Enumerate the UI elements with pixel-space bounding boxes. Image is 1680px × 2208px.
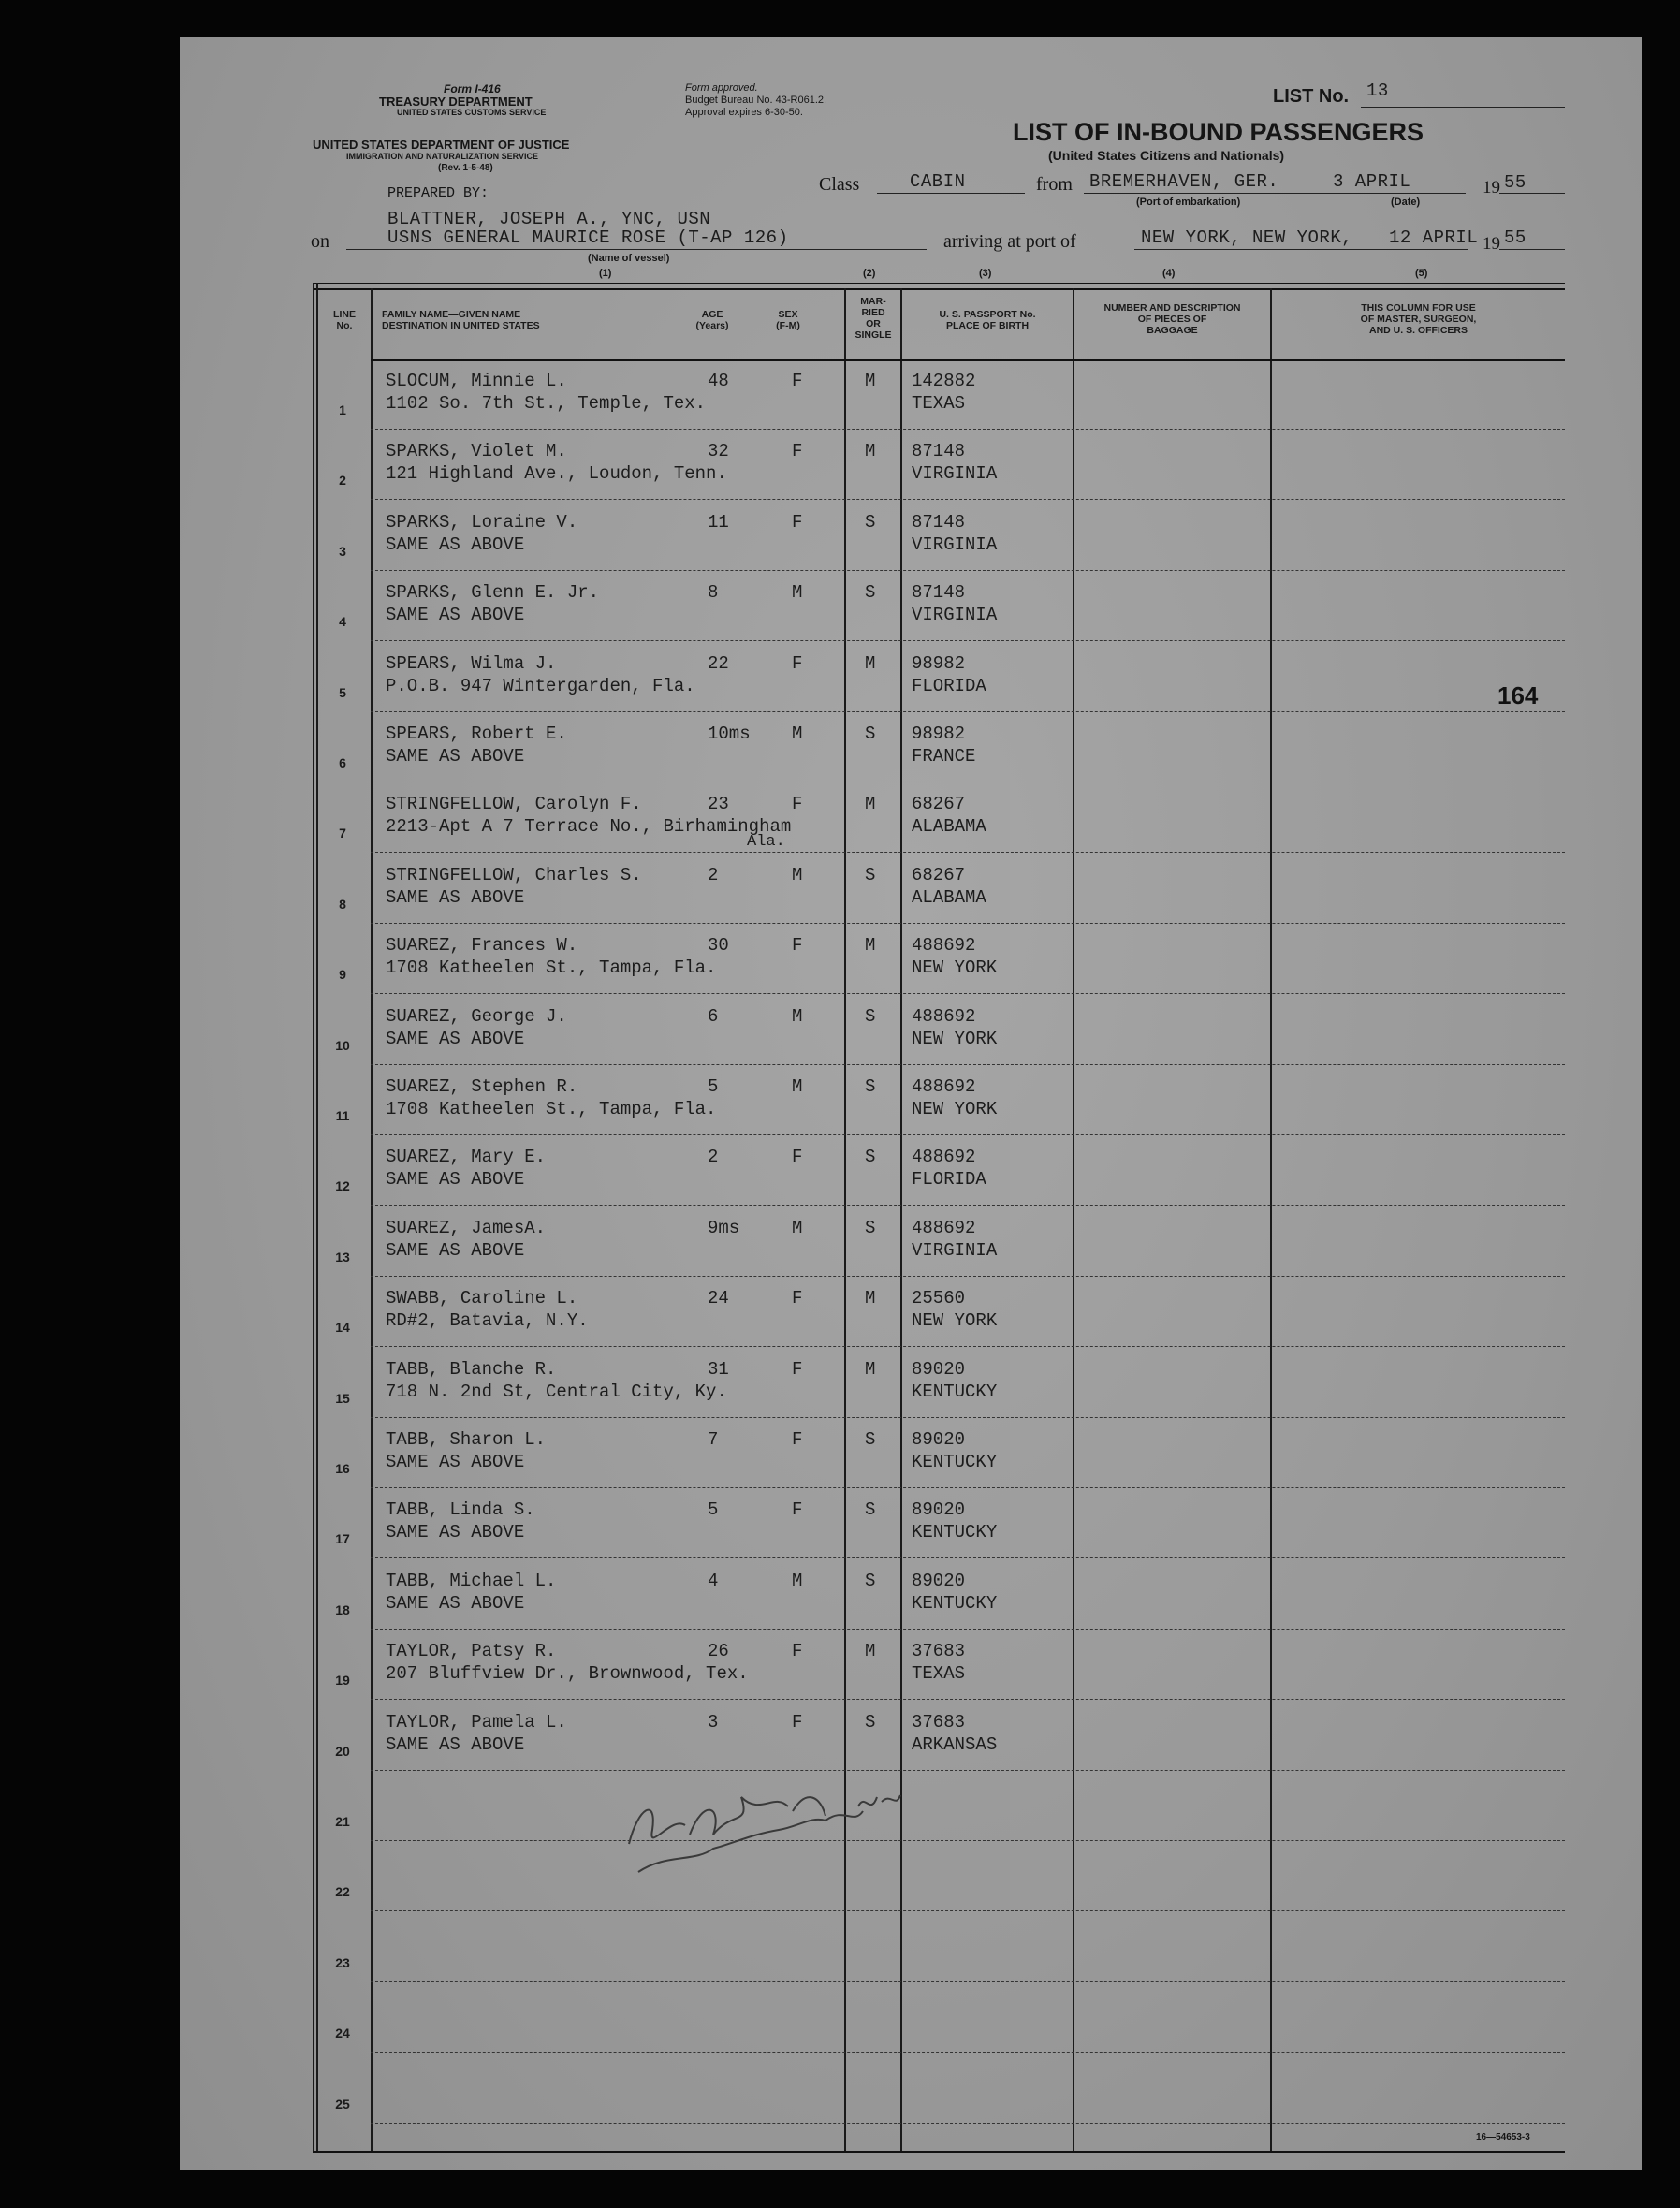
- underline: [1084, 193, 1466, 194]
- age: 2: [708, 1147, 719, 1168]
- line-number: 21: [335, 1814, 350, 1829]
- column-number: (3): [979, 268, 992, 279]
- table-row: [180, 924, 1642, 994]
- table-row: [180, 1065, 1642, 1135]
- place-of-birth: KENTUCKY: [912, 1592, 998, 1614]
- year-prefix: 19: [1483, 178, 1500, 197]
- line-number: 19: [335, 1673, 350, 1689]
- line-number: 6: [339, 755, 346, 770]
- port-caption: (Port of embarkation): [1136, 197, 1241, 208]
- table-row: [180, 430, 1642, 500]
- age: 10ms: [708, 724, 751, 744]
- sex: F: [792, 371, 803, 391]
- place-of-birth: TEXAS: [912, 393, 966, 414]
- column-header-name: FAMILY NAME—GIVEN NAME DESTINATION IN UNITED STATES: [382, 309, 540, 331]
- table-row: [180, 1982, 1642, 2053]
- passenger-name: SWABB, Caroline L.: [386, 1288, 578, 1309]
- destination: SAME AS ABOVE: [386, 1239, 525, 1261]
- age: 23: [708, 794, 729, 815]
- destination: SAME AS ABOVE: [386, 1522, 525, 1543]
- place-of-birth: KENTUCKY: [912, 1452, 998, 1472]
- passport-number: 68267: [912, 794, 966, 815]
- passenger-name: SPARKS, Loraine V.: [386, 511, 578, 533]
- passport-number: 488692: [912, 1147, 976, 1168]
- row-rule: [371, 2123, 1565, 2124]
- line-number: 1: [339, 402, 346, 417]
- marital-status: S: [865, 1570, 876, 1591]
- marital-status: M: [865, 935, 876, 957]
- place-of-birth: VIRGINIA: [912, 605, 998, 626]
- passenger-name: SPARKS, Violet M.: [386, 441, 567, 462]
- age: 5: [708, 1076, 719, 1097]
- destination: SAME AS ABOVE: [386, 1733, 525, 1755]
- table-row: [180, 1912, 1642, 1982]
- ins-service: IMMIGRATION AND NATURALIZATION SERVICE: [346, 152, 538, 161]
- revision: (Rev. 1-5-48): [438, 163, 493, 173]
- passenger-name: STRINGFELLOW, Charles S.: [386, 864, 642, 885]
- passenger-name: SUAREZ, Stephen R.: [386, 1076, 578, 1097]
- place-of-birth: KENTUCKY: [912, 1381, 998, 1402]
- destination: 1708 Katheelen St., Tampa, Fla.: [386, 1099, 717, 1119]
- list-number: 13: [1366, 80, 1389, 101]
- marital-status: S: [865, 511, 876, 533]
- column-header-line: LINE No.: [333, 309, 356, 331]
- customs-service: UNITED STATES CUSTOMS SERVICE: [397, 108, 547, 117]
- place-of-birth: ARKANSAS: [912, 1733, 998, 1755]
- table-row: [180, 712, 1642, 782]
- age: 5: [708, 1499, 719, 1521]
- marital-status: S: [865, 1429, 876, 1450]
- passenger-name: TABB, Blanche R.: [386, 1358, 557, 1380]
- passport-number: 488692: [912, 1005, 976, 1027]
- place-of-birth: TEXAS: [912, 1663, 966, 1685]
- arrival-port: NEW YORK, NEW YORK,: [1141, 227, 1353, 248]
- place-of-birth: NEW YORK: [912, 1028, 998, 1049]
- marital-status: M: [865, 794, 876, 815]
- embarkation-year: 55: [1504, 172, 1527, 193]
- table-row: [180, 571, 1642, 641]
- destination: 1102 So. 7th St., Temple, Tex.: [386, 393, 707, 414]
- line-number: 9: [339, 967, 346, 983]
- destination: SAME AS ABOVE: [386, 1452, 525, 1472]
- passport-number: 87148: [912, 582, 966, 604]
- marital-status: S: [865, 582, 876, 604]
- line-number: 3: [339, 543, 346, 559]
- place-of-birth: FLORIDA: [912, 675, 986, 696]
- passport-number: 488692: [912, 1217, 976, 1238]
- line-number: 18: [335, 1601, 350, 1617]
- passenger-name: SUAREZ, JamesA.: [386, 1217, 547, 1238]
- age: 32: [708, 441, 729, 462]
- table-row: [180, 1418, 1642, 1488]
- line-number: 20: [335, 1743, 350, 1759]
- column-header-baggage: NUMBER AND DESCRIPTION OF PIECES OF BAGGAGE: [1103, 302, 1241, 336]
- sex: F: [792, 1429, 803, 1450]
- line-number: 14: [335, 1320, 350, 1336]
- place-of-birth: VIRGINIA: [912, 1239, 998, 1261]
- age: 24: [708, 1288, 729, 1309]
- place-of-birth: ALABAMA: [912, 886, 986, 908]
- table-row: [180, 1206, 1642, 1277]
- age: 48: [708, 371, 729, 391]
- table-row: [180, 1488, 1642, 1558]
- column-number: (2): [863, 268, 876, 279]
- table-row: [180, 1559, 1642, 1630]
- age: 30: [708, 935, 729, 957]
- class-value: CABIN: [910, 171, 966, 192]
- age: 4: [708, 1570, 719, 1591]
- marital-status: S: [865, 1076, 876, 1097]
- underline: [346, 249, 927, 250]
- table-row: [180, 782, 1642, 853]
- passport-number: 89020: [912, 1570, 966, 1591]
- form-number: Form I-416: [444, 82, 501, 95]
- line-number: 7: [339, 826, 346, 841]
- destination: RD#2, Batavia, N.Y.: [386, 1310, 589, 1332]
- prepared-by-label: PREPARED BY:: [387, 185, 489, 201]
- age: 2: [708, 864, 719, 885]
- sex: M: [792, 724, 803, 744]
- column-number: (5): [1415, 268, 1428, 279]
- destination: SAME AS ABOVE: [386, 1592, 525, 1614]
- table-row: [180, 995, 1642, 1065]
- sex: F: [792, 1711, 803, 1733]
- destination: SAME AS ABOVE: [386, 746, 525, 767]
- document-subtitle: (United States Citizens and Nationals): [1048, 148, 1285, 163]
- marital-status: S: [865, 864, 876, 885]
- marital-status: M: [865, 1358, 876, 1380]
- document-title: LIST OF IN-BOUND PASSENGERS: [1013, 118, 1424, 146]
- place-of-birth: VIRGINIA: [912, 463, 998, 485]
- passport-number: 37683: [912, 1711, 966, 1733]
- destination: SAME AS ABOVE: [386, 1028, 525, 1049]
- sex: F: [792, 1358, 803, 1380]
- table-row: [180, 501, 1642, 571]
- manifest-page: [180, 37, 1642, 2170]
- place-of-birth: KENTUCKY: [912, 1522, 998, 1543]
- sex: F: [792, 794, 803, 815]
- arrival-date: 12 APRIL: [1389, 227, 1479, 248]
- approval-line: Budget Bureau No. 43-R061.2.: [685, 95, 827, 106]
- column-number: (1): [599, 268, 612, 279]
- passport-number: 87148: [912, 441, 966, 462]
- table-row: [180, 642, 1642, 712]
- passport-number: 488692: [912, 935, 976, 957]
- place-of-birth: ALABAMA: [912, 816, 986, 838]
- table-top-rule: [313, 283, 1565, 285]
- age: 11: [708, 511, 729, 533]
- marital-status: M: [865, 371, 876, 391]
- underline: [1499, 249, 1565, 250]
- approval-line: Approval expires 6-30-50.: [685, 107, 803, 118]
- embarkation-date: 3 APRIL: [1333, 171, 1411, 192]
- line-number: 25: [335, 2096, 350, 2112]
- destination: 1708 Katheelen St., Tampa, Fla.: [386, 958, 717, 979]
- table-row: [180, 1135, 1642, 1206]
- table-row: [180, 1277, 1642, 1347]
- sex: F: [792, 1288, 803, 1309]
- stamp-number: 164: [1497, 681, 1539, 709]
- passenger-name: TABB, Sharon L.: [386, 1429, 547, 1450]
- passenger-name: SUAREZ, George J.: [386, 1005, 567, 1027]
- marital-status: M: [865, 652, 876, 674]
- age: 9ms: [708, 1217, 740, 1238]
- underline: [1499, 193, 1565, 194]
- line-number: 15: [335, 1390, 350, 1406]
- passport-number: 142882: [912, 371, 976, 391]
- on-label: on: [311, 231, 329, 252]
- table-row: [180, 2054, 1642, 2124]
- marital-status: S: [865, 1217, 876, 1238]
- table-top-rule: [313, 288, 1565, 290]
- line-number: 5: [339, 684, 346, 700]
- line-number: 4: [339, 614, 346, 630]
- passport-number: 68267: [912, 864, 966, 885]
- table-row: [180, 1630, 1642, 1700]
- passport-number: 488692: [912, 1076, 976, 1097]
- sex: F: [792, 441, 803, 462]
- sex: F: [792, 1499, 803, 1521]
- sex: M: [792, 864, 803, 885]
- passport-number: 25560: [912, 1288, 966, 1309]
- passenger-name: SUAREZ, Mary E.: [386, 1147, 547, 1168]
- passenger-name: TABB, Linda S.: [386, 1499, 535, 1521]
- marital-status: S: [865, 724, 876, 744]
- destination: 718 N. 2nd St, Central City, Ky.: [386, 1381, 727, 1402]
- age: 3: [708, 1711, 719, 1733]
- destination: SAME AS ABOVE: [386, 605, 525, 626]
- line-number: 23: [335, 1954, 350, 1970]
- destination: SAME AS ABOVE: [386, 1169, 525, 1191]
- line-number: 11: [335, 1108, 350, 1123]
- destination: 2213-Apt A 7 Terrace No., Birhamingham: [386, 816, 792, 838]
- table-row: [180, 359, 1642, 430]
- column-header-officers: THIS COLUMN FOR USE OF MASTER, SURGEON, AND U. S. OFFICERS: [1360, 302, 1477, 336]
- arrival-year: 55: [1504, 227, 1527, 248]
- column-header-passport: U. S. PASSPORT No. PLACE OF BIRTH: [939, 309, 1036, 331]
- age: 6: [708, 1005, 719, 1027]
- place-of-birth: NEW YORK: [912, 1099, 998, 1119]
- destination: SAME AS ABOVE: [386, 534, 525, 555]
- line-number: 12: [335, 1178, 350, 1194]
- passport-number: 98982: [912, 724, 966, 744]
- sex: F: [792, 652, 803, 674]
- column-number: (4): [1162, 268, 1176, 279]
- passenger-name: TAYLOR, Patsy R.: [386, 1641, 557, 1662]
- marital-status: M: [865, 1288, 876, 1309]
- column-header-sex: SEX (F-M): [776, 309, 800, 331]
- port-of-embarkation: BREMERHAVEN, GER.: [1089, 171, 1279, 192]
- destination: 121 Highland Ave., Loudon, Tenn.: [386, 463, 727, 485]
- date-caption: (Date): [1391, 197, 1421, 208]
- table-row: [180, 1348, 1642, 1418]
- passport-number: 89020: [912, 1429, 966, 1450]
- sex: M: [792, 1076, 803, 1097]
- age: 8: [708, 582, 719, 604]
- table-bottom-rule: [313, 2151, 1565, 2153]
- class-label: Class: [819, 174, 860, 195]
- place-of-birth: VIRGINIA: [912, 534, 998, 555]
- line-number: 17: [335, 1531, 350, 1547]
- passport-number: 89020: [912, 1499, 966, 1521]
- passenger-name: TABB, Michael L.: [386, 1570, 557, 1591]
- passenger-name: SPARKS, Glenn E. Jr.: [386, 582, 600, 604]
- sex: F: [792, 511, 803, 533]
- passenger-name: SPEARS, Robert E.: [386, 724, 567, 744]
- age: 22: [708, 652, 729, 674]
- destination: P.O.B. 947 Wintergarden, Fla.: [386, 675, 695, 696]
- place-of-birth: NEW YORK: [912, 1310, 998, 1332]
- marital-status: S: [865, 1147, 876, 1168]
- from-label: from: [1036, 174, 1073, 195]
- sex: M: [792, 1005, 803, 1027]
- column-header-married: MAR- RIED OR SINGLE: [855, 296, 892, 341]
- treasury-dept: TREASURY DEPARTMENT: [379, 95, 533, 109]
- approval-line: Form approved.: [685, 82, 758, 94]
- column-header-age: AGE (Years): [695, 309, 729, 331]
- passport-number: 98982: [912, 652, 966, 674]
- age: 26: [708, 1641, 729, 1662]
- sex: M: [792, 582, 803, 604]
- age: 7: [708, 1429, 719, 1450]
- sex: M: [792, 1570, 803, 1591]
- destination: 207 Bluffview Dr., Brownwood, Tex.: [386, 1663, 749, 1685]
- justice-dept: UNITED STATES DEPARTMENT OF JUSTICE: [313, 138, 570, 152]
- line-number: 13: [335, 1249, 350, 1265]
- destination-cont: Ala.: [747, 833, 785, 852]
- destination: SAME AS ABOVE: [386, 886, 525, 908]
- marital-status: M: [865, 1641, 876, 1662]
- underline: [1134, 249, 1468, 250]
- passenger-name: SPEARS, Wilma J.: [386, 652, 557, 674]
- line-number: 8: [339, 896, 346, 912]
- passenger-name: SLOCUM, Minnie L.: [386, 371, 567, 391]
- sex: F: [792, 935, 803, 957]
- place-of-birth: FRANCE: [912, 746, 976, 767]
- place-of-birth: FLORIDA: [912, 1169, 986, 1191]
- list-number-label: LIST No.: [1273, 86, 1350, 107]
- passenger-name: SUAREZ, Frances W.: [386, 935, 578, 957]
- marital-status: S: [865, 1005, 876, 1027]
- marital-status: M: [865, 441, 876, 462]
- vessel-name: USNS GENERAL MAURICE ROSE (T-AP 126): [387, 227, 789, 248]
- passenger-name: STRINGFELLOW, Carolyn F.: [386, 794, 642, 815]
- passport-number: 87148: [912, 511, 966, 533]
- marital-status: S: [865, 1711, 876, 1733]
- handwritten-signature: [620, 1741, 919, 1881]
- line-number: 10: [335, 1037, 350, 1053]
- underline: [1361, 107, 1565, 108]
- marital-status: S: [865, 1499, 876, 1521]
- sex: F: [792, 1147, 803, 1168]
- sex: M: [792, 1217, 803, 1238]
- prepared-by: BLATTNER, JOSEPH A., YNC, USN: [387, 209, 711, 229]
- line-number: 16: [335, 1461, 350, 1476]
- table-row: [180, 854, 1642, 924]
- line-number: 2: [339, 473, 346, 489]
- line-number: 22: [335, 1884, 350, 1900]
- place-of-birth: NEW YORK: [912, 958, 998, 979]
- sex: F: [792, 1641, 803, 1662]
- line-number: 24: [335, 2025, 350, 2041]
- passenger-name: TAYLOR, Pamela L.: [386, 1711, 567, 1733]
- underline: [877, 193, 1025, 194]
- passport-number: 89020: [912, 1358, 966, 1380]
- vessel-caption: (Name of vessel): [588, 253, 670, 264]
- footer-code: 16—54653-3: [1476, 2132, 1530, 2142]
- arriving-label: arriving at port of: [943, 231, 1076, 252]
- year-prefix: 19: [1483, 234, 1500, 254]
- age: 31: [708, 1358, 729, 1380]
- passport-number: 37683: [912, 1641, 966, 1662]
